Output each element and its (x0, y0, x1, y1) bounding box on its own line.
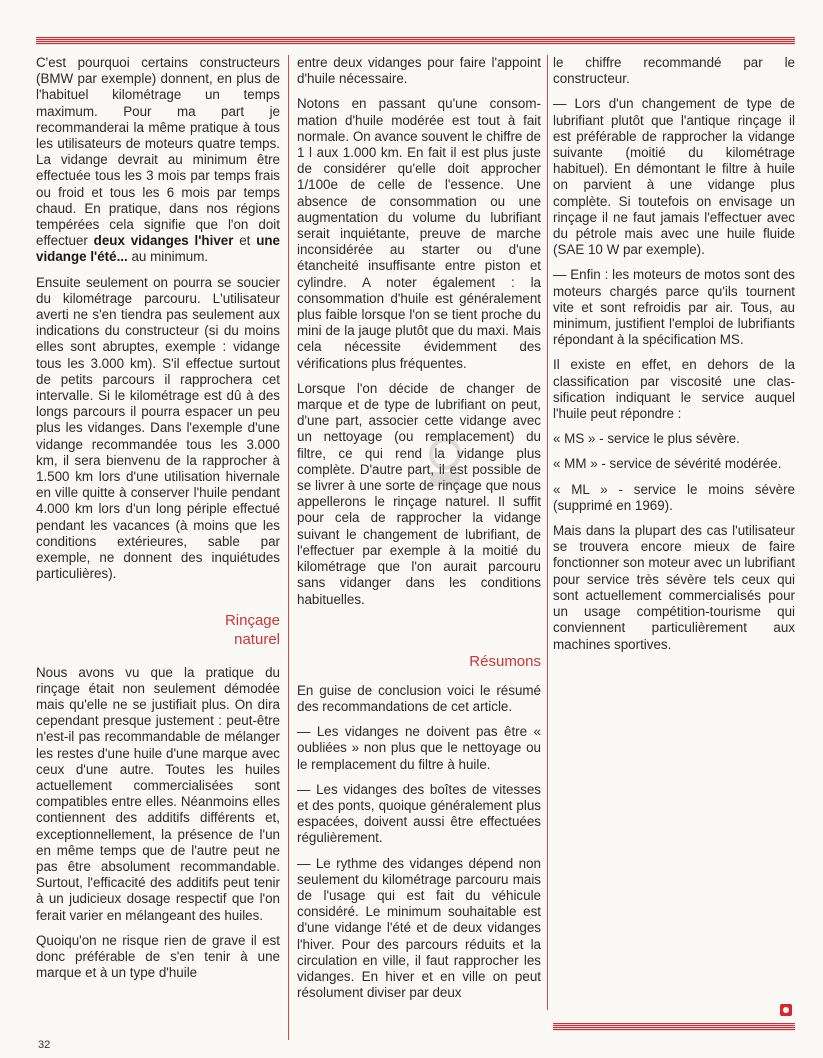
paragraph: « MM » - service de sévérité modérée. (553, 456, 782, 472)
bold-text: deux vidanges l'hiver (93, 233, 234, 249)
heading-line: naturel (234, 630, 280, 648)
heading-line: Rinçage (224, 611, 280, 629)
column-1 (36, 55, 280, 990)
paragraph: le chiffre recommandé par le constructeur. (553, 55, 795, 87)
paragraph: — Les vidanges ne doivent pas être « oubliées » non plus que le nettoyage ou le remplacement du filtre à huile. (297, 724, 541, 772)
paragraph: — Le rythme des vidanges dépend non seulement du kilométrage parcouru mais de l'usage qui est fait du véhicule considéré. Le minimum souhaitable est d'une vidange l'été et de deux vidanges l'hiver. Pour des parcours réduits et la circulation en ville, il faut rapprocher les vidanges. En hiver et en ville on peut résolument diviser par deux (297, 855, 541, 1001)
heading-line: Résumons (469, 652, 541, 670)
column-divider-left (288, 55, 289, 1040)
paragraph: Lorsque l'on décide de changer de marque et de type de lubrifiant on peut, d'une part, associer cette vidange avec un nettoyage (ou remplacement) du filtre, ce qui rend la vidange plus complète. D'autre part, il est possible de se livrer à une sorte de rinçage que nous appellerons le rinçage naturel. Il suffit pour cela de rapprocher la vidange suivant le changement de lubrifiant, de l'effectuer par exemple à la moitié du kilométrage que l'on aurait parcouru sans vidanger dans les conditions habituelles. (297, 380, 541, 607)
paragraph: entre deux vidanges pour faire l'appoint d'huile nécessaire. (297, 55, 541, 87)
text: et (233, 233, 257, 249)
section-heading-rincage (36, 611, 280, 649)
paragraph: Nous avons vu que la pratique du rinçage était non seulement démodée mais qu'elle ne se justifiait plus. On dira cependant presque justement : peut-être n'est-il pas recommandable de mélanger les restes d'une huile d'une marque avec ceux d'une autre. Toutes les huiles actuellement commercialisées sont compatibles entre elles. Néanmoins elles contiennent des additifs différents et, exceptionnellement, la présence de l'un en même temps que de l'autre peut ne pas être absolument recommandable. Surtout, l'efficacité des additifs peut tenir à un judicieux dosage respectif que l'on ferait varier en mélangeant des huiles. (36, 664, 280, 923)
top-rule (36, 37, 795, 45)
text: C'est pourquoi certains constructeurs (BMW par exemple) donnent, en plus de l'habituel kilométrage un temps maximum. Pour ma part je recommanderai la même pratique à tous les utilisateurs de moteurs quatre temps. La vidange devrait au minimum être effectuée tous les 3 mois par temps frais ou froid et tous les 6 mois par temps chaud. En pratique, dans nos régions tempérées cela signifie que l'on doit effectuer (36, 55, 280, 249)
paragraph: — Lors d'un changement de type de lubrifiant plutôt que l'antique rinçage il est préférable de rapprocher la vidange suivante (moitié du kilométrage habituel). En démontant le filtre à huile on parvient à une vidange plus complète. Si toutefois on envisage un rinçage il ne faut jamais l'effectuer avec du pétrole mais avec une huile fluide (SAE 10 W par exemple). (553, 96, 795, 258)
text: au minimum. (127, 249, 209, 265)
column-3 (553, 55, 795, 662)
paragraph: Ensuite seulement on pourra se soucier du kilométrage parcouru. L'utilisateur averti ne s'en tiendra pas seulement aux indications du constructeur (si du moins elles sont abruptes, exemple : vidange tous les 3.000 km). S'il effectue surtout de petits parcours il rapprochera cet intervalle. Si le kilométrage est dû à des longs parcours il pourra espacer un peu plus les vidanges. Dans l'exemple d'une vidange recommandée tous les 3.000 km, il sera bienvenu de la rapprocher à 1.500 km lors d'une utilisation hivernale en ville quitte à conserver l'huile pendant 4.000 km lors d'un long périple effectué pendant les vacances (à moins que les conditions extérieures, sable par exemple, ne donnent des inquiétudes particulières). (36, 274, 280, 582)
paragraph: Mais dans la plupart des cas l'utilisateur se trouvera encore mieux de faire fonctionner son moteur avec un lubrifiant pour service très sévère tels ceux qui sont actuellement commercialisés pour un usage compétition-tourisme qui conviennent particulièrement aux machines sportives. (553, 523, 795, 652)
paragraph: Il existe en effet, en dehors de la classification par viscosité une classification indiquant le service auquel l'huile peut répondre : (553, 357, 795, 422)
paragraph: — Les vidanges des boîtes de vitesses et des ponts, quoique généralement plus espacées, doivent aussi être effectuées régulièrement. (297, 781, 541, 846)
section-heading-resumons (297, 652, 541, 671)
column-2 (297, 55, 541, 1010)
paragraph: « MS » - service le plus sévère. (553, 431, 740, 447)
end-of-article-icon (780, 1004, 792, 1016)
column-divider-right (547, 55, 548, 1010)
paragraph: Quoiqu'on ne risque rien de grave il est donc préférable de s'en tenir à une marque et à un type d'huile (36, 932, 280, 981)
paragraph: — Enfin : les moteurs de motos sont des moteurs chargés parce qu'ils tournent vite et sont refroidis par air. Tous, au minimum, justifient l'emploi de lubrifiants répondant à la spécification MS. (553, 267, 795, 348)
paragraph: En guise de conclusion voici le résumé des recommandations de cet article. (297, 682, 541, 714)
bottom-rule (553, 1023, 795, 1031)
page-number: 32 (38, 1039, 51, 1051)
paragraph (36, 55, 280, 266)
bold-text: une vidange l'été... (36, 233, 281, 265)
paragraph: Notons en passant qu'une consommation d'huile modérée est tout à fait normale. On avance souvent le chiffre de 1 l aux 1.000 km. En fait il est plus juste de considérer qu'elle doit approcher 1/100e de celle de l'essence. Une absence de consommation ou une augmentation du volume du lubrifiant serait inquiétante, preuve de marche inconsidérée au starter ou d'une étancheité insuffisante entre piston et cylindre. A noter également : la consommation d'huile est généralement plus faible lorsque l'on se tient proche du mini de la jauge plutôt que du maxi. Mais cela nécessite évidemment des vérifications plus fréquentes. (297, 96, 541, 371)
paragraph: « ML » - service le moins sévère (supprimé en 1969). (553, 481, 795, 513)
watermark-logo-icon (420, 432, 470, 492)
